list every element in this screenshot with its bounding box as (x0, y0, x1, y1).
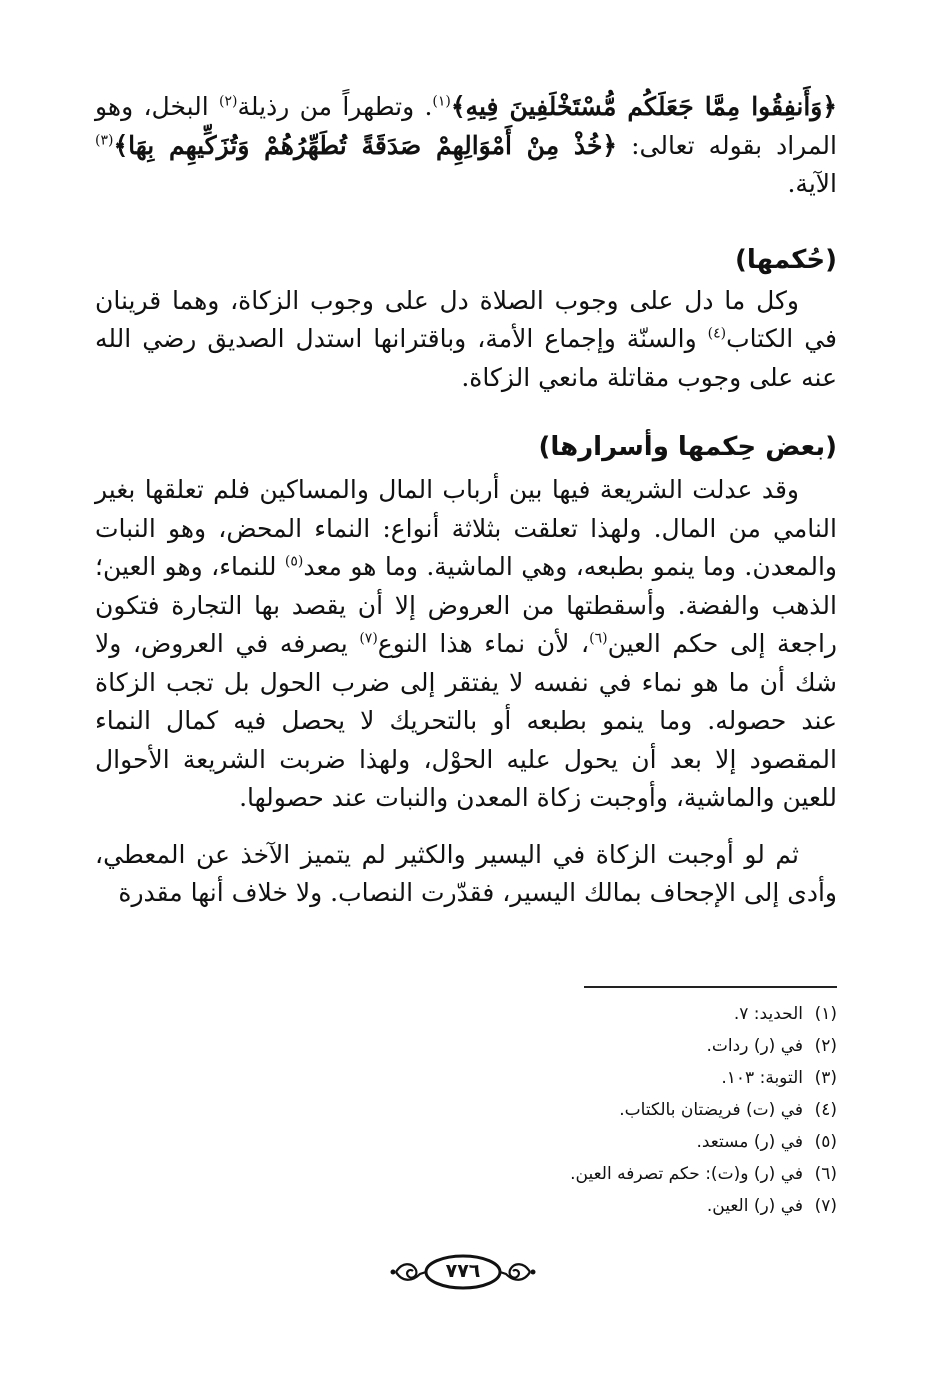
paragraph-nisab: ثم لو أوجبت الزكاة في اليسير والكثير لم يتميز الآخذ عن المعطي، وأدى إلى الإجحاف بمالك اليسير، فقدّرت النصاب. ولا خلاف أنها مقدرة (95, 839, 837, 907)
footnote-item (420, 1158, 837, 1190)
paragraph-text: . وتطهراً من رذيلة (237, 92, 433, 121)
footnote-number: (٢) (814, 1036, 837, 1056)
paragraph-intro (95, 88, 837, 204)
footnotes (420, 998, 837, 1222)
footnote-text: في (ر) العين. (706, 1196, 803, 1216)
footnote-text: في (ت) فريضتان بالكتاب. (619, 1100, 803, 1120)
section-heading-ruling: (حُكمها) (735, 244, 837, 275)
footnote-divider (584, 986, 837, 988)
footnote-text: في (ر) و(ت): حكم تصرفه العين. (570, 1164, 803, 1184)
footnote-item (420, 1030, 837, 1062)
footnote-text: في (ر) ردات. (706, 1036, 803, 1056)
paragraph-ruling (95, 282, 837, 398)
footnote-number: (٤) (814, 1100, 837, 1120)
section-heading-wisdoms: (بعض حِكمها وأسرارها) (538, 432, 837, 462)
footnote-item (420, 1094, 837, 1126)
paragraph-text: البخل، وهو المراد بقوله تعالى: (95, 92, 837, 160)
footnote-text: التوبة: ١٠٣. (721, 1068, 803, 1088)
page-body (95, 88, 837, 913)
paragraph-wisdoms (95, 471, 837, 818)
paragraph-text: والسنّة وإجماع الأمة، وباقترانها استدل الصديق رضي الله عنه على وجوب مقاتلة مانعي الزكاة. (95, 324, 837, 392)
footnote-item (420, 1190, 837, 1222)
footnote-number: (٧) (814, 1196, 837, 1216)
footnote-ref-4: (٤) (707, 325, 727, 342)
footnote-text: في (ر) مستعد. (696, 1132, 803, 1152)
paragraph-text: وقد عدلت الشريعة فيها بين أرباب المال والمساكين فلم تعلقها بغير النامي من المال. ولهذا تعلقت بثلاثة أنواع: النماء المحض، وهو النبات والمعدن. وما ينمو بطبعه، وهي الماشية. وما هو معد (95, 475, 838, 581)
footnote-number: (٦) (814, 1164, 837, 1184)
footnote-number: (٥) (814, 1132, 837, 1152)
footnote-item (420, 1062, 837, 1094)
paragraph-text: يصرفه في العروض، ولا شك أن ما هو نماء في نفسه لا يفتقر إلى ضرب الحول بل تجب الزكاة عند حصوله. وما ينمو بطبعه أو بالتحريك لا يحصل فيه كمال النماء المقصود إلا بعد أن يحول عليه الحوْل، ولهذا ضربت الشريعة الأحوال للعين والماشية، وأوجبت زكاة المعدن والنبات عند حصولها. (95, 629, 837, 812)
footnote-ref-7: (٧) (359, 630, 378, 647)
paragraph-text: ، لأن نماء هذا النوع (377, 629, 590, 658)
paragraph-text: للنماء، وهو العين؛ الذهب والفضة. وأسقطتها من العروض إلا أن يقصد بها التجارة فتكون راجعة إلى حكم العين (95, 552, 837, 658)
footnote-number: (١) (814, 1004, 837, 1024)
page-number-ornament (388, 1250, 538, 1294)
footnote-number: (٣) (814, 1068, 837, 1088)
paragraph-text: الآية. (787, 169, 837, 198)
quran-verse-2: ﴿خُذْ مِنْ أَمْوَالِهِمْ صَدَقَةً تُطَهِّرُهُمْ وَتُزَكِّيهِم بِهَا﴾ (113, 130, 618, 160)
footnote-text: الحديد: ٧. (733, 1004, 803, 1024)
paragraph-text: وكل ما دل على وجوب الصلاة دل على وجوب الزكاة، وهما قرينان في الكتاب (95, 285, 837, 353)
footnote-ref-6: (٦) (589, 630, 608, 647)
footnote-ref-2: (٢) (219, 93, 238, 110)
footnote-ref-3: (٣) (95, 132, 114, 149)
page-number: ٧٧٦ (445, 1260, 481, 1282)
quran-verse-1: ﴿وَأَنفِقُوا مِمَّا جَعَلَكُم مُّسْتَخْلَفِينَ فِيهِ﴾ (450, 92, 838, 121)
footnote-ref-1: (١) (432, 93, 451, 110)
footnote-ref-5: (٥) (284, 553, 304, 570)
footnote-item (420, 998, 837, 1030)
footnote-item (420, 1126, 837, 1158)
